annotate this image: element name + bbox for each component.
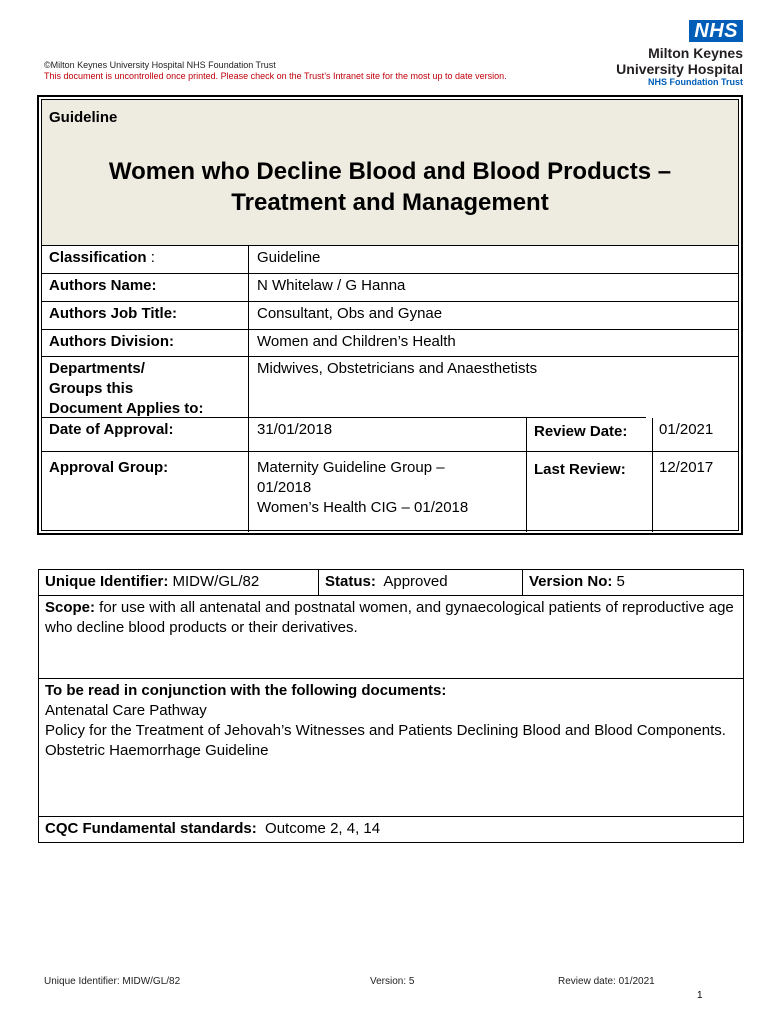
scope-text: Scope: for use with all antenatal and postnatal women, and gynaecological patients of reproductive age who decline blood products or their derivatives. (45, 599, 734, 636)
version-cell: Version No: 5 (529, 573, 625, 590)
job-title-row (42, 302, 738, 330)
document-info-box (37, 95, 743, 535)
document-details-box (38, 569, 744, 843)
departments-label: Departments/ Groups this Document Applies to: (42, 357, 249, 418)
approval-date-value: 31/01/2018 (249, 418, 527, 451)
identifier-row (39, 570, 743, 596)
title-area (42, 100, 738, 246)
footer-identifier: Unique Identifier: MIDW/GL/82 (44, 976, 181, 987)
page-number: 1 (697, 990, 703, 1001)
approval-date-row (42, 418, 738, 452)
job-title-value: Consultant, Obs and Gynae (257, 305, 443, 322)
scope-row (39, 596, 743, 679)
document-type-label: Guideline (49, 109, 118, 126)
last-review-value: 12/2017 (659, 459, 714, 476)
nhs-logo (583, 20, 743, 88)
approval-group-row (42, 452, 738, 532)
header-warning: This document is uncontrolled once printed. Please check on the Trust’s Intranet site for the most up to date version. (44, 71, 507, 81)
logo-line-1: Milton Keynes (648, 45, 743, 61)
related-docs (39, 679, 743, 761)
cqc-row (39, 817, 743, 843)
title-line-2: Treatment and Management (231, 189, 549, 216)
review-date-label: Review Date: (527, 418, 653, 451)
status-cell: Status: Approved (319, 570, 523, 595)
related-doc-item: Obstetric Haemorrhage Guideline (45, 742, 269, 759)
review-date-value: 01/2021 (659, 421, 714, 438)
title-line-1: Women who Decline Blood and Blood Products – (108, 158, 672, 185)
footer-review-date: Review date: 01/2021 (558, 976, 655, 987)
identifier-cell: Unique Identifier: MIDW/GL/82 (39, 570, 319, 595)
job-title-label: Authors Job Title: (42, 302, 249, 329)
related-docs-row (39, 679, 743, 817)
approval-group-value: Maternity Guideline Group – 01/2018 Women’s Health CIG – 01/2018 (249, 452, 527, 532)
cqc-text: CQC Fundamental standards: Outcome 2, 4, 14 (45, 820, 381, 837)
nhs-badge: NHS (689, 20, 743, 42)
document-title (42, 156, 738, 218)
logo-line-2: University Hospital (616, 61, 743, 77)
division-label: Authors Division: (42, 330, 249, 356)
classification-label: Classification : (42, 246, 249, 273)
division-row (42, 330, 738, 357)
approval-group-label: Approval Group: (42, 452, 249, 532)
approval-date-label: Date of Approval: (42, 418, 249, 451)
classification-value: Guideline (257, 249, 321, 266)
last-review-label: Last Review: (527, 452, 653, 532)
authors-name-row (42, 274, 738, 302)
header-copyright: ©Milton Keynes University Hospital NHS Foundation Trust (44, 60, 276, 70)
departments-value: Midwives, Obstetricians and Anaesthetists (257, 360, 538, 377)
authors-name-label: Authors Name: (42, 274, 249, 301)
related-doc-item: Policy for the Treatment of Jehovah’s Witnesses and Patients Declining Blood and Blood Components. (45, 722, 726, 739)
footer-version: Version: 5 (370, 976, 415, 987)
division-value: Women and Children’s Health (257, 333, 456, 350)
logo-line-3: NHS Foundation Trust (648, 77, 743, 87)
classification-row (42, 246, 738, 274)
related-doc-item: Antenatal Care Pathway (45, 702, 207, 719)
authors-name-value: N Whitelaw / G Hanna (257, 277, 406, 294)
related-docs-heading: To be read in conjunction with the following documents: (45, 682, 447, 699)
departments-row (42, 357, 738, 418)
